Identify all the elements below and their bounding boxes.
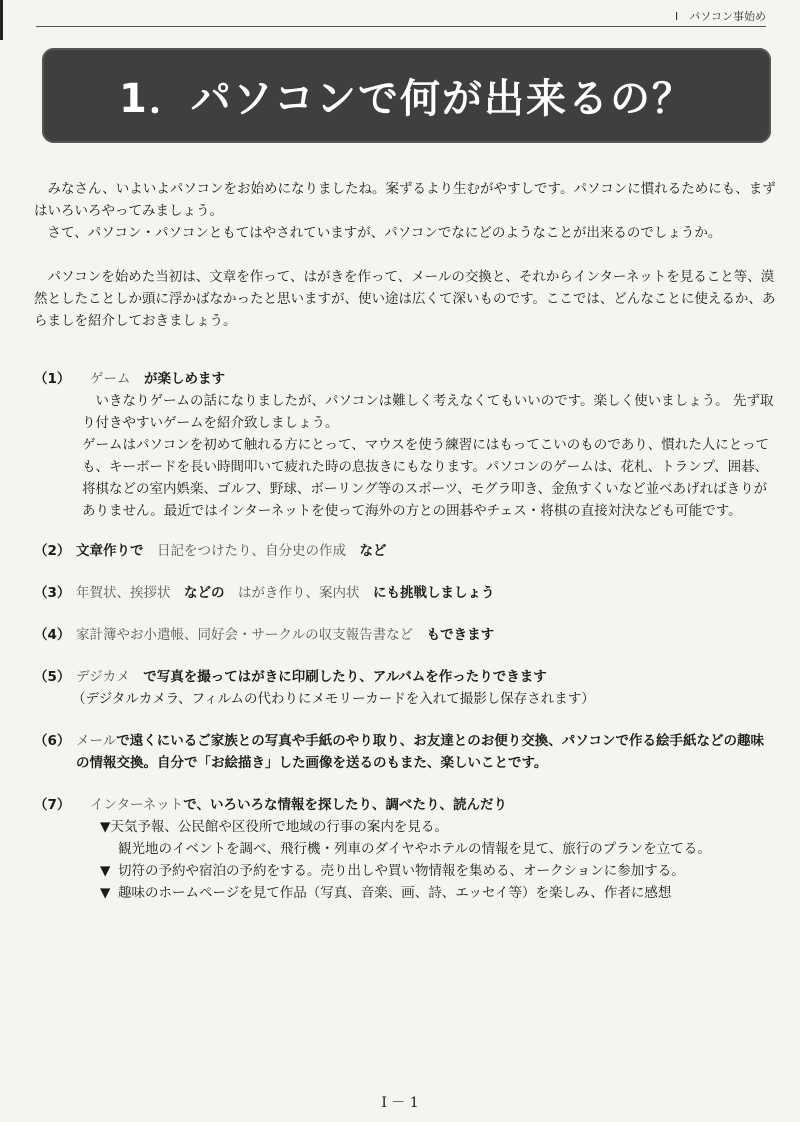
item-text: など [359, 543, 387, 559]
item-4 [34, 624, 776, 646]
item-1-paragraph-1: いきなりゲームの話になりましたが、パソコンは難しく考えなくてもいいのです。楽しく使いましょう。 先ず取り付きやすいゲームを紹介致しましょう。 [82, 393, 774, 431]
item-6 [34, 730, 776, 774]
item-text: 日記をつけたり、自分史の作成 [157, 543, 346, 559]
bullet-item [34, 860, 776, 882]
item-keyword: メール [76, 733, 117, 749]
item-keyword: 年賀状、挨拶状 [76, 585, 171, 601]
item-keyword: 文章作りで [76, 543, 144, 559]
intro-paragraph-1: みなさん、いよいよパソコンをお始めになりましたね。案ずるより生むがやすしです。パソコンに慣れるためにも、まずはいろいろやってみましょう。 [34, 181, 776, 219]
bullet-text: 切符の予約や宿泊の予約をする。売り出しや買い物情報を集める、オークションに参加する。 [118, 863, 685, 879]
intro-paragraph-2: さて、パソコン・パソコンともてはやされていますが、パソコンでなにどのようなことが出来るのでしょうか。 [47, 225, 722, 241]
bullet-item [34, 838, 776, 860]
item-keyword: インターネット [90, 797, 184, 813]
item-heading: が楽しめます [144, 371, 225, 387]
item-keyword: デジカメ [76, 669, 130, 685]
item-text: などの [184, 585, 225, 601]
item-number: （4） [34, 627, 71, 643]
bullet-text: 趣味のホームページを見て作品（写真、音楽、画、詩、エッセイ等）を楽しみ、作者に感想 [118, 885, 672, 901]
item-number: （2） [34, 543, 71, 559]
triangle-bullet-icon: ▼ [100, 863, 111, 879]
item-3 [34, 582, 776, 604]
item-text: で写真を撮ってはがきに印刷したり、アルバムを作ったりできます [143, 669, 547, 685]
intro-paragraph-3: パソコンを始めた当初は、文章を作って、はがきを作って、メールの交換と、それからインターネットを見ること等、漠然としたことしか頭に浮かばなかったと思いますが、使い途は広くて深いものです。ここでは、どんなことに使えるか、あらましを紹介しておきましょう。 [34, 269, 776, 329]
item-1-paragraph-2: ゲームはパソコンを初めて触れる方にとって、マウスを使う練習にはもってこいのものであり、慣れた人にとっても、キーボードを長い時間叩いて疲れた時の息抜きにもなります。パソコンのゲームは、花札、トランプ、囲碁、将棋などの室内娯楽、ゴルフ、野球、ボーリング等のスポーツ、モグラ叩き、金魚すくいなど並べあげればきりがありません。最近ではインターネットを使って海外の方との囲碁やチェス・将棋の直接対決なども可能です。 [82, 437, 770, 519]
triangle-bullet-icon: ▼ [100, 819, 111, 835]
triangle-bullet-icon: ▼ [100, 885, 111, 901]
bullet-text: 天気予報、公民館や区役所で地域の行事の案内を見る。 [110, 819, 448, 835]
item-keyword: ゲーム [90, 371, 131, 387]
bullet-text: 観光地のイベントを調べ、飛行機・列車のダイヤやホテルの情報を見て、旅行のプランを立てる。 [118, 841, 711, 857]
item-text: で、いろいろな情報を探したり、調べたり、読んだり [183, 797, 508, 813]
item-number: （3） [34, 585, 71, 601]
item-text: もできます [426, 627, 495, 643]
intro-section [34, 178, 776, 332]
item-5-note: （デジタルカメラ、フィルムの代わりにメモリーカードを入れて撮影し保存されます） [72, 691, 595, 707]
title-banner [42, 48, 771, 143]
item-number: （1） [34, 371, 71, 387]
item-1 [34, 368, 776, 390]
item-number: （5） [34, 669, 71, 685]
document-body [34, 178, 776, 904]
running-header: I パソコン事始め [36, 8, 766, 27]
item-keyword: 家計簿やお小遣帳、同好会・サークルの収支報告書など [76, 627, 414, 643]
item-keyword: はがき作り、案内状 [238, 585, 360, 601]
item-2 [34, 540, 776, 562]
page-title: 1．パソコンで何が出来るの？ [118, 76, 695, 122]
item-7 [34, 794, 776, 816]
page-number: I － 1 [381, 1095, 419, 1111]
bullet-item [34, 882, 776, 904]
item-number: （7） [34, 797, 71, 813]
item-text: で遠くにいるご家族との写真や手紙のやり取り、お友達とのお便り交換、パソコンで作る絵手紙などの趣味の情報交換。自分で「お絵描き」した画像を送るのもまた、楽しいことです。 [76, 733, 764, 771]
item-number: （6） [34, 733, 71, 749]
bullet-item [34, 816, 776, 838]
item-text: にも挑戦しましょう [373, 585, 495, 601]
item-5 [34, 666, 776, 688]
page-edge-mark [0, 0, 3, 40]
